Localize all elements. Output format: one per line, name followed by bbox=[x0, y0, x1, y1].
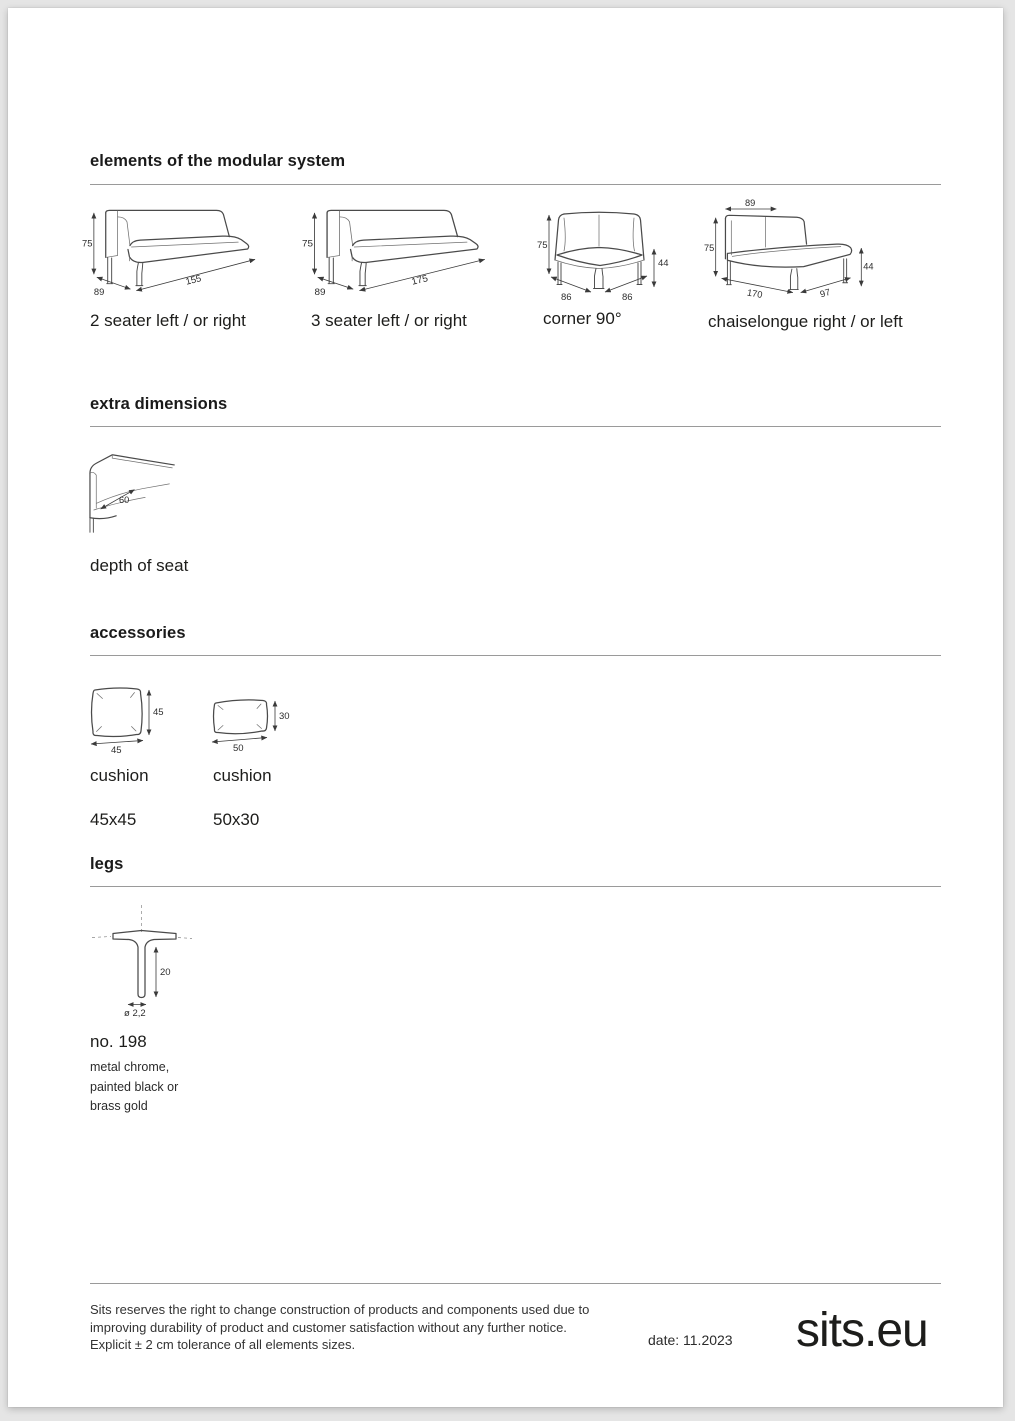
dim-seat-height-label: 44 bbox=[658, 258, 669, 269]
caption-seat-depth: depth of seat bbox=[90, 556, 189, 575]
leg-material-description bbox=[90, 1058, 178, 1117]
three-seater-diagram bbox=[302, 200, 490, 301]
caption-chaiselongue: chaiselongue right / or left bbox=[708, 312, 903, 331]
chaiselongue-diagram bbox=[702, 198, 874, 302]
figure-three-seater bbox=[302, 200, 490, 306]
corner-diagram bbox=[536, 204, 670, 304]
dim-leg-diameter-label: ø 2,2 bbox=[124, 1008, 146, 1019]
figure-corner bbox=[536, 204, 670, 309]
dim-depth-left-label: 86 bbox=[561, 292, 572, 303]
cushion-name: cushion bbox=[90, 766, 149, 785]
figure-two-seater bbox=[82, 200, 260, 306]
section-title-legs: legs bbox=[90, 855, 124, 873]
caption-cushion-50x30 bbox=[213, 765, 272, 831]
spec-sheet-page bbox=[8, 8, 1003, 1407]
caption-two-seater: 2 seater left / or right bbox=[90, 311, 246, 330]
dim-height-label: 75 bbox=[82, 237, 93, 249]
cushion-name: cushion bbox=[213, 766, 272, 785]
dim-cushion-width-label: 50 bbox=[233, 743, 244, 754]
seat-depth-diagram bbox=[84, 448, 186, 540]
dim-height-label: 75 bbox=[537, 240, 548, 251]
dim-back-width-label: 89 bbox=[745, 198, 756, 209]
caption-three-seater: 3 seater left / or right bbox=[311, 311, 467, 330]
dim-depth-label: 89 bbox=[314, 287, 326, 298]
leg-material-line: brass gold bbox=[90, 1099, 148, 1113]
caption-corner: corner 90° bbox=[543, 309, 622, 328]
footer-disclaimer: Sits reserves the right to change construction of products and components used due to improving durability of product and customer satisfaction without any further notice. Explicit ± 2 cm tolerance of all elements sizes. bbox=[90, 1302, 590, 1352]
dim-leg-height-label: 20 bbox=[160, 967, 171, 978]
section-divider bbox=[90, 184, 941, 185]
section-divider bbox=[90, 655, 941, 656]
leg-material-line: painted black or bbox=[90, 1079, 179, 1094]
leg-model-number: no. 198 bbox=[90, 1032, 147, 1051]
leg-material-line: metal chrome, bbox=[90, 1060, 170, 1074]
figure-cushion-50x30 bbox=[206, 690, 298, 759]
footer-divider bbox=[90, 1283, 941, 1284]
dim-depth-right-label: 86 bbox=[622, 292, 633, 303]
figure-chaiselongue bbox=[702, 198, 874, 307]
footer-date: date: 11.2023 bbox=[648, 1332, 733, 1348]
dim-height-label: 75 bbox=[302, 238, 314, 250]
dim-cushion-height-label: 45 bbox=[153, 707, 164, 718]
cushion-size: 50x30 bbox=[213, 810, 260, 829]
figure-leg bbox=[80, 903, 195, 1028]
section-divider bbox=[90, 426, 941, 427]
section-title-elements: elements of the modular system bbox=[90, 152, 346, 170]
two-seater-diagram bbox=[82, 200, 260, 301]
dim-seat-height-label: 44 bbox=[863, 261, 874, 272]
section-title-extra-dimensions: extra dimensions bbox=[90, 395, 228, 413]
sits-logo: sits.eu bbox=[796, 1304, 928, 1357]
section-divider bbox=[90, 886, 941, 887]
cushion-50x30-diagram bbox=[206, 690, 298, 754]
dim-cushion-height-label: 30 bbox=[279, 711, 290, 722]
cushion-size: 45x45 bbox=[90, 810, 137, 829]
dim-length-label: 170 bbox=[746, 287, 764, 300]
leg-diagram bbox=[80, 903, 195, 1023]
dim-seat-depth-label: 60 bbox=[119, 495, 130, 506]
dim-depth-label: 89 bbox=[93, 286, 105, 298]
dim-depth-label: 97 bbox=[818, 286, 832, 300]
dim-width-label: 175 bbox=[410, 273, 430, 288]
caption-cushion-45x45 bbox=[90, 765, 149, 831]
figure-seat-depth bbox=[84, 448, 186, 545]
cushion-45x45-diagram bbox=[84, 680, 172, 758]
figure-cushion-45x45 bbox=[84, 680, 172, 763]
dim-width-label: 155 bbox=[184, 272, 203, 287]
dim-height-label: 75 bbox=[703, 242, 715, 253]
dim-cushion-width-label: 45 bbox=[111, 745, 122, 756]
section-title-accessories: accessories bbox=[90, 624, 186, 642]
